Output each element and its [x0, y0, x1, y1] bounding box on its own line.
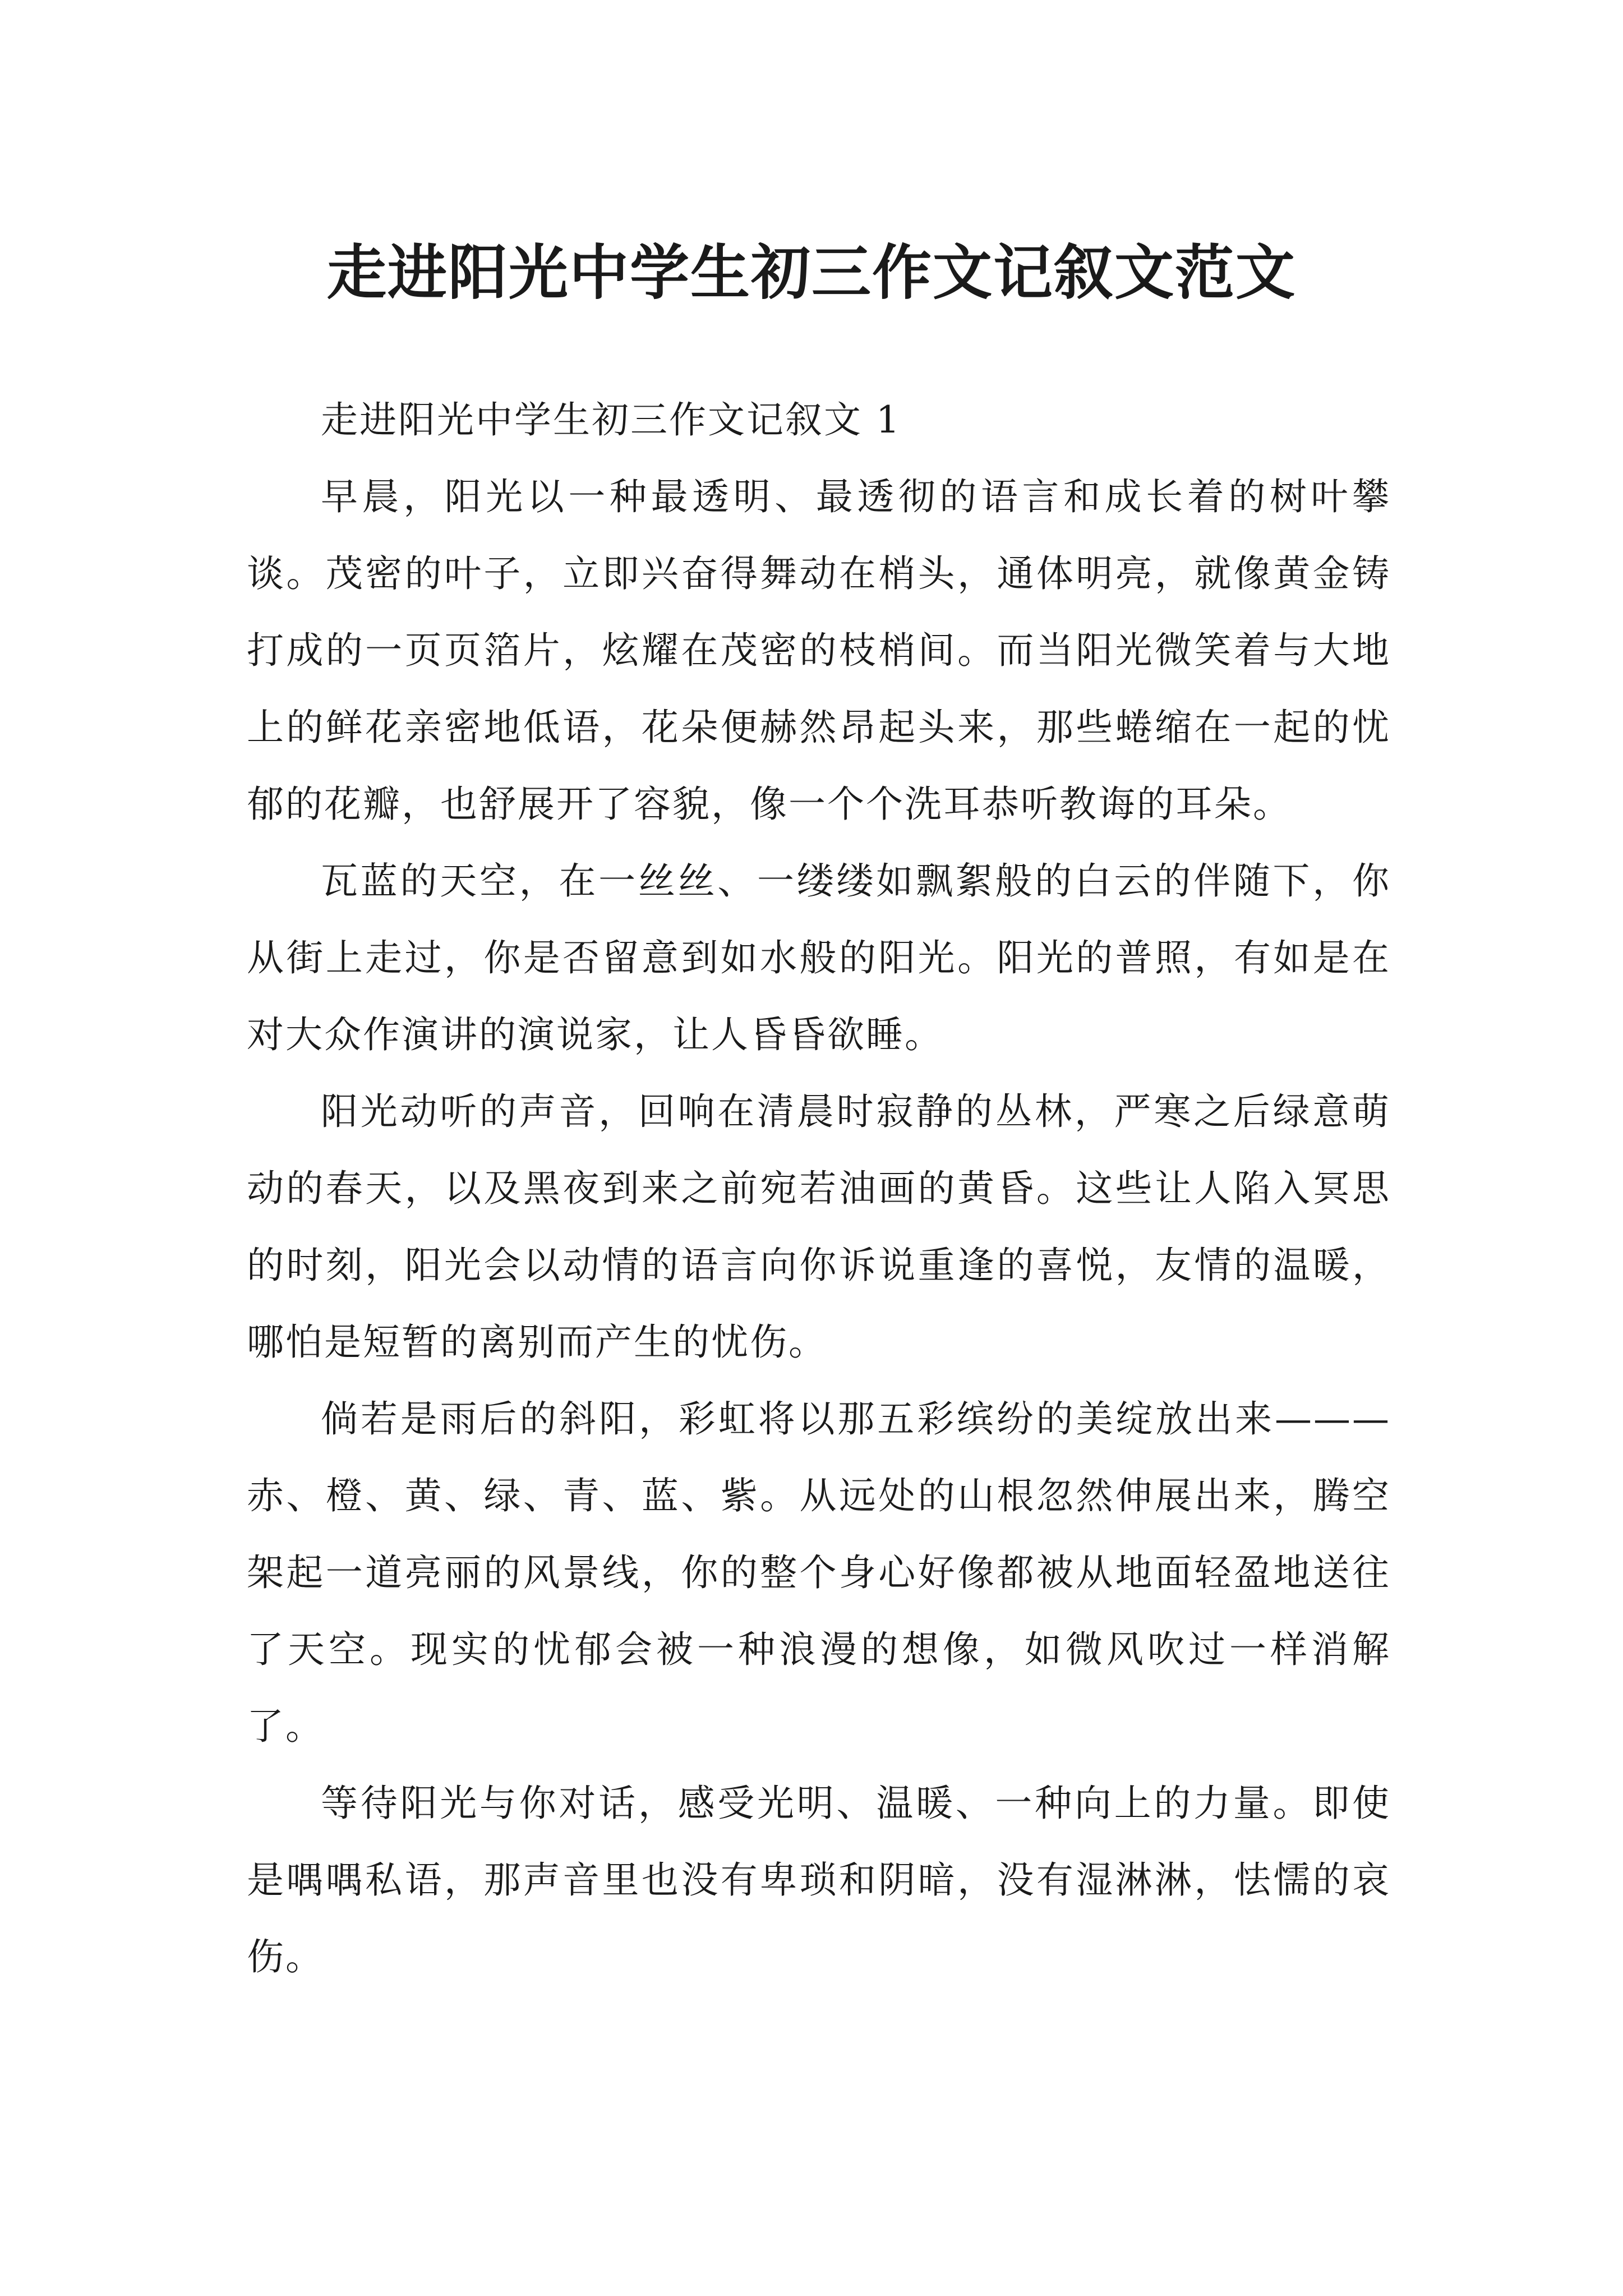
paragraph-3: 阳光动听的声音，回响在清晨时寂静的丛林，严寒之后绿意萌动的春天，以及黑夜到来之前宛若油画的黄昏。这些让人陷入冥思的时刻，阳光会以动情的语言向你诉说重逢的喜悦，友情的温暖，哪怕是短暂的离别而产生的忧伤。: [247, 1090, 1391, 1364]
page-title: 走进阳光中学生初三作文记叙文范文: [327, 237, 1296, 308]
document-body: [247, 381, 1391, 1995]
section-heading: 走进阳光中学生初三作文记叙文 1: [321, 398, 901, 441]
paragraph-1: 早晨，阳光以一种最透明、最透彻的语言和成长着的树叶攀谈。茂密的叶子，立即兴奋得舞动在梢头，通体明亮，就像黄金铸打成的一页页箔片，炫耀在茂密的枝梢间。而当阳光微笑着与大地上的鲜花亲密地低语，花朵便赫然昂起头来，那些蜷缩在一起的忧郁的花瓣，也舒展开了容貌，像一个个洗耳恭听教诲的耳朵。: [247, 475, 1391, 826]
paragraph-5: 等待阳光与你对话，感受光明、温暖、一种向上的力量。即使是喁喁私语，那声音里也没有卑琐和阴暗，没有湿淋淋，怯懦的哀伤。: [247, 1782, 1391, 1978]
paragraph-4: 倘若是雨后的斜阳，彩虹将以那五彩缤纷的美绽放出来———赤、橙、黄、绿、青、蓝、紫。从远处的山根忽然伸展出来，腾空架起一道亮丽的风景线，你的整个身心好像都被从地面轻盈地送往了天空。现实的忧郁会被一种浪漫的想像，如微风吹过一样消解了。: [247, 1397, 1391, 1748]
paragraph-2: 瓦蓝的天空，在一丝丝、一缕缕如飘絮般的白云的伴随下，你从街上走过，你是否留意到如水般的阳光。阳光的普照，有如是在对大众作演讲的演说家，让人昏昏欲睡。: [247, 859, 1391, 1056]
